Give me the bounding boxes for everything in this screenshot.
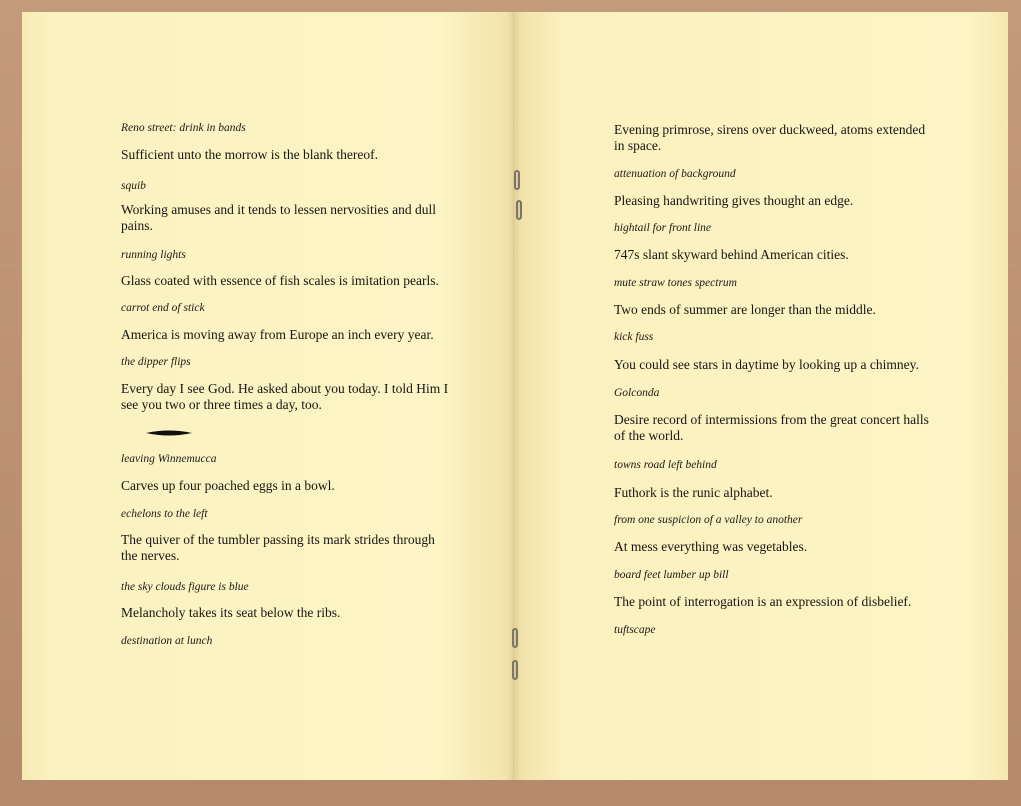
staple-icon [514, 170, 520, 190]
entry [614, 412, 936, 444]
entry-line: The point of interrogation is an expression of disbelief. [614, 594, 912, 609]
entry [614, 513, 936, 527]
entry [614, 193, 936, 209]
entry [614, 623, 936, 637]
entry-line: Futhork is the runic alphabet. [614, 485, 773, 500]
entry [121, 273, 451, 289]
entry [614, 122, 936, 154]
entry-heading: squib [121, 180, 146, 192]
entry [614, 386, 936, 400]
entry-line: 747s slant skyward behind American cities. [614, 247, 849, 262]
entry [614, 221, 936, 235]
entry [614, 276, 936, 290]
entry [614, 568, 936, 582]
entry-heading: kick fuss [614, 331, 654, 343]
entry [121, 381, 451, 413]
entry-line: Melancholy takes its seat below the ribs. [121, 605, 341, 620]
entry-heading: echelons to the left [121, 508, 208, 520]
entry [614, 594, 936, 610]
entry [614, 458, 936, 472]
entry-heading: hightail for front line [614, 222, 712, 234]
entry-heading: towns road left behind [614, 459, 717, 471]
entry [614, 302, 936, 318]
entry-line: Evening primrose, sirens over duckweed, atoms extended in space. [614, 122, 926, 153]
entry-line: At mess everything was vegetables. [614, 539, 808, 554]
entry [121, 532, 451, 564]
entry [121, 452, 451, 466]
entry-heading: running lights [121, 249, 186, 261]
entry-line: You could see stars in daytime by looking up a chimney. [614, 357, 919, 372]
entry [614, 247, 936, 263]
entry [121, 605, 451, 621]
staple-icon [516, 200, 522, 220]
entry-heading: Golconda [614, 387, 660, 399]
entry-line: Carves up four poached eggs in a bowl. [121, 478, 335, 493]
entry-heading: tuftscape [614, 624, 656, 636]
entry [121, 202, 451, 234]
entry-heading: from one suspicion of a valley to another [614, 514, 803, 526]
ornament-divider [146, 429, 192, 437]
entry-heading: attenuation of background [614, 168, 736, 180]
entry-heading: carrot end of stick [121, 302, 205, 314]
staple-icon [512, 628, 518, 648]
entry-line: Desire record of intermissions from the great concert halls of the world. [614, 412, 929, 443]
entry [614, 330, 936, 344]
entry-line: Sufficient unto the morrow is the blank thereof. [121, 147, 378, 162]
entry [121, 121, 451, 135]
entry [614, 357, 936, 373]
entry [121, 301, 451, 315]
entry-line: America is moving away from Europe an inch every year. [121, 327, 434, 342]
entry-heading: destination at lunch [121, 635, 213, 647]
entry-line: Two ends of summer are longer than the middle. [614, 302, 876, 317]
entry [121, 147, 451, 163]
entry [121, 248, 451, 262]
entry [121, 507, 451, 521]
entry [121, 179, 451, 193]
entry-heading: the dipper flips [121, 356, 191, 368]
entry-heading: the sky clouds figure is blue [121, 581, 249, 593]
entry-line: Glass coated with essence of fish scales is imitation pearls. [121, 273, 439, 288]
entry [121, 634, 451, 648]
entry-line: Every day I see God. He asked about you today. I told Him I see you two or three times a day, too. [121, 381, 449, 412]
entry [121, 327, 451, 343]
entry [614, 539, 936, 555]
entry [614, 485, 936, 501]
entry [121, 478, 451, 494]
entry-line: The quiver of the tumbler passing its mark strides through the nerves. [121, 532, 435, 563]
entry-heading: board feet lumber up bill [614, 569, 729, 581]
entry-heading: mute straw tones spectrum [614, 277, 737, 289]
entry [121, 355, 451, 369]
entry-line: Working amuses and it tends to lessen nervosities and dull pains. [121, 202, 436, 233]
entry-line: Pleasing handwriting gives thought an edge. [614, 193, 854, 208]
staple-icon [512, 660, 518, 680]
entry [121, 580, 451, 594]
entry-heading: Reno street: drink in bands [121, 122, 246, 134]
entry-heading: leaving Winnemucca [121, 453, 217, 465]
entry [614, 167, 936, 181]
